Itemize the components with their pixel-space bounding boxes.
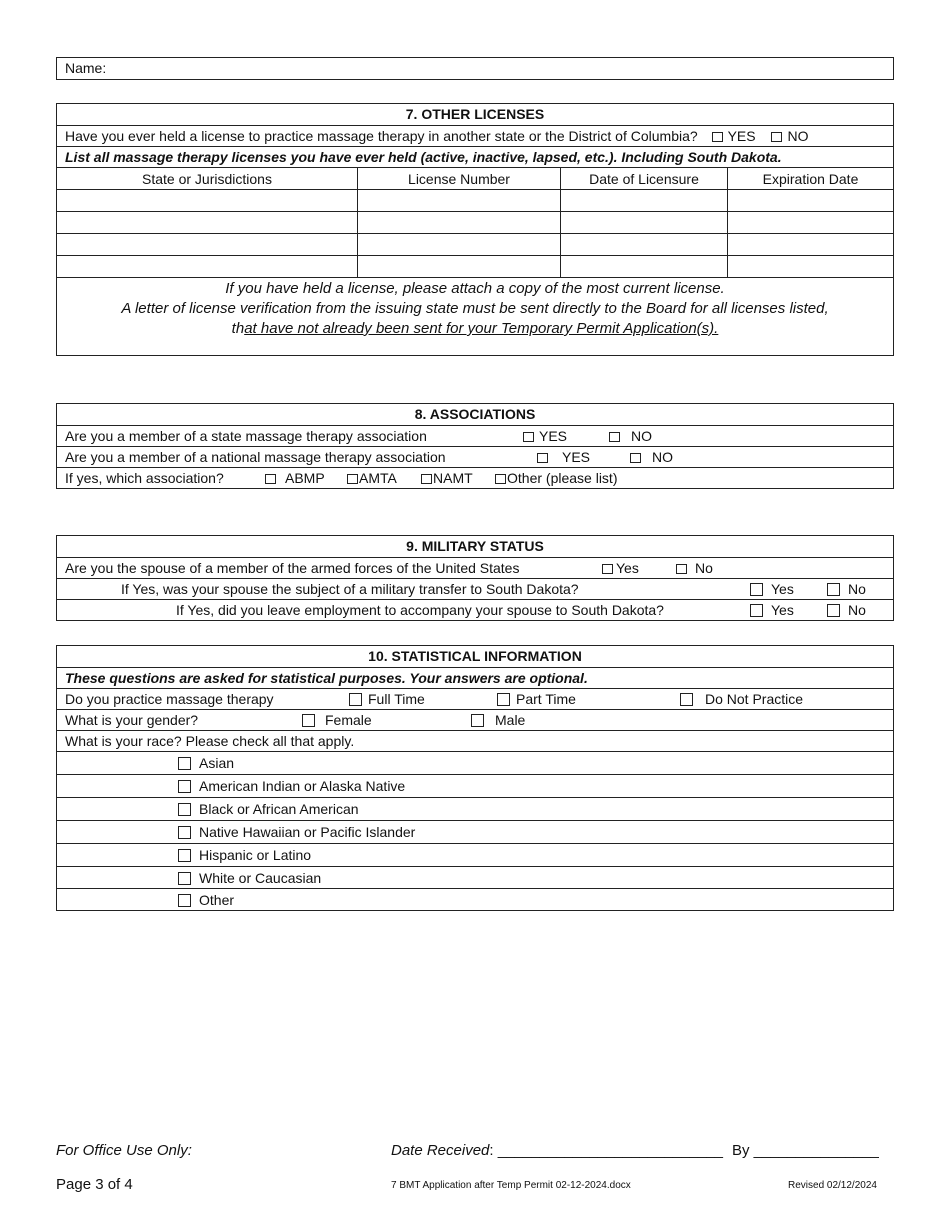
race-black-label: Black or African American (199, 801, 359, 817)
col-license-number: License Number (357, 168, 560, 189)
section-8-title: 8. ASSOCIATIONS (414, 406, 536, 422)
held-license-no-checkbox[interactable] (771, 132, 782, 142)
col-state: State or Jurisdictions (142, 171, 272, 187)
section-associations (56, 403, 894, 489)
do-not-practice-checkbox[interactable] (680, 693, 693, 706)
race-american-indian-label: American Indian or Alaska Native (199, 778, 406, 794)
military-spouse-no-checkbox[interactable] (676, 564, 687, 574)
race-other-label: Other (199, 892, 235, 908)
section-10-title: 10. STATISTICAL INFORMATION (368, 648, 582, 664)
military-transfer-question: If Yes, was your spouse the subject of a military transfer to South Dakota? (121, 581, 579, 597)
race-other-checkbox[interactable] (178, 894, 191, 907)
race-native-hawaiian-label: Native Hawaiian or Pacific Islander (199, 824, 416, 840)
revised-date: Revised 02/12/2024 (788, 1180, 877, 1191)
race-asian-checkbox[interactable] (178, 757, 191, 770)
full-time-label: Full Time (368, 691, 425, 707)
list-item (57, 797, 893, 820)
national-association-no-label: NO (652, 449, 673, 465)
military-spouse-no-label: No (695, 560, 713, 576)
female-label: Female (325, 712, 372, 728)
race-hispanic-checkbox[interactable] (178, 849, 191, 862)
state-association-yes-label: YES (539, 428, 568, 444)
license-number-cell[interactable] (357, 212, 560, 233)
gender-row (57, 709, 893, 730)
section-7-title: 7. OTHER LICENSES (405, 106, 545, 122)
military-spouse-question: Are you the spouse of a member of the armed forces of the United States (65, 560, 520, 576)
state-cell[interactable] (57, 212, 357, 233)
which-association-question: If yes, which association? (65, 470, 224, 486)
left-employment-question: If Yes, did you leave employment to accompany your spouse to South Dakota? (176, 602, 664, 618)
list-item (57, 751, 893, 774)
military-spouse-yes-label: Yes (616, 560, 639, 576)
left-employment-yes-label: Yes (771, 602, 794, 618)
race-black-checkbox[interactable] (178, 803, 191, 816)
held-license-yes-label: YES (727, 128, 756, 144)
col-date-licensure: Date of Licensure (560, 168, 727, 189)
license-note-line-3a: th (231, 320, 245, 337)
military-transfer-no-label: No (848, 581, 866, 597)
section-military-status (56, 535, 894, 621)
list-item (57, 774, 893, 797)
namt-label: NAMT (433, 470, 473, 486)
military-transfer-yes-label: Yes (771, 581, 794, 597)
race-asian-label: Asian (199, 755, 235, 771)
office-use-label: For Office Use Only: (56, 1142, 192, 1159)
license-note-line-3 (57, 319, 893, 339)
license-note-line-2: A letter of license verification from the issuing state must be sent directly to the Board for all licenses listed, (121, 300, 829, 317)
female-checkbox[interactable] (302, 714, 315, 727)
table-row (57, 255, 893, 277)
license-note-line-3b: at have not already been sent for your Temporary Permit Application(s). (244, 320, 719, 337)
statistical-intro: These questions are asked for statistical purposes. Your answers are optional. (57, 667, 893, 688)
license-note (57, 277, 893, 355)
left-employment-no-checkbox[interactable] (827, 604, 840, 617)
amta-checkbox[interactable] (347, 474, 358, 484)
race-question: What is your race? Please check all that apply. (65, 733, 355, 749)
race-hispanic-label: Hispanic or Latino (199, 847, 312, 863)
list-item (57, 866, 893, 888)
part-time-label: Part Time (516, 691, 576, 707)
military-transfer-no-checkbox[interactable] (827, 583, 840, 596)
race-native-hawaiian-checkbox[interactable] (178, 826, 191, 839)
page-number: Page 3 of 4 (56, 1176, 133, 1193)
national-association-row (57, 446, 893, 467)
military-transfer-yes-checkbox[interactable] (750, 583, 763, 596)
namt-checkbox[interactable] (421, 474, 432, 484)
table-row (57, 211, 893, 233)
table-row (57, 233, 893, 255)
abmp-label: ABMP (285, 470, 325, 486)
other-association-checkbox[interactable] (495, 474, 506, 484)
part-time-checkbox[interactable] (497, 693, 510, 706)
held-license-no-label: NO (787, 128, 809, 144)
national-association-yes-label: YES (562, 449, 591, 465)
file-name: 7 BMT Application after Temp Permit 02-12-2024.docx (391, 1180, 631, 1191)
military-spouse-yes-checkbox[interactable] (602, 564, 613, 574)
left-employment-row (57, 599, 893, 620)
list-item (57, 888, 893, 910)
expiration-date-cell[interactable] (727, 234, 893, 255)
held-license-question-row (57, 125, 893, 146)
state-association-yes-checkbox[interactable] (523, 432, 534, 442)
race-american-indian-checkbox[interactable] (178, 780, 191, 793)
national-association-no-checkbox[interactable] (630, 453, 641, 463)
national-association-question: Are you a member of a national massage therapy association (65, 449, 446, 465)
practice-row (57, 688, 893, 709)
license-number-cell[interactable] (357, 234, 560, 255)
male-label: Male (495, 712, 526, 728)
state-cell[interactable] (57, 234, 357, 255)
other-association-label: Other (please list) (507, 470, 618, 486)
license-note-line-1: If you have held a license, please attach a copy of the most current license. (225, 280, 725, 297)
section-statistical-information (56, 645, 894, 911)
table-row (57, 189, 893, 211)
male-checkbox[interactable] (471, 714, 484, 727)
full-time-checkbox[interactable] (349, 693, 362, 706)
date-received-label: Date Received (391, 1142, 490, 1159)
race-white-label: White or Caucasian (199, 870, 322, 886)
race-question-row (57, 730, 893, 751)
date-licensure-cell[interactable] (560, 256, 727, 277)
by-field[interactable]: By _______________ (732, 1142, 879, 1159)
held-license-yes-checkbox[interactable] (712, 132, 723, 142)
race-white-checkbox[interactable] (178, 872, 191, 885)
section-other-licenses (56, 103, 894, 356)
name-box (56, 57, 894, 80)
list-item (57, 820, 893, 843)
practice-question: Do you practice massage therapy (65, 691, 274, 707)
date-licensure-cell[interactable] (560, 212, 727, 233)
name-label: Name: (65, 60, 107, 76)
license-list-instruction: List all massage therapy licenses you have ever held (active, inactive, lapsed, etc.). Including South Dakota. (57, 146, 893, 167)
license-table-header (57, 167, 893, 189)
section-9-title: 9. MILITARY STATUS (406, 538, 544, 554)
held-license-question: Have you ever held a license to practice massage therapy in another state or the District of Columbia? (65, 128, 698, 144)
left-employment-yes-checkbox[interactable] (750, 604, 763, 617)
gender-question: What is your gender? (65, 712, 199, 728)
abmp-checkbox[interactable] (265, 474, 276, 484)
expiration-date-cell[interactable] (727, 212, 893, 233)
national-association-yes-checkbox[interactable] (537, 453, 548, 463)
state-cell[interactable] (57, 190, 357, 211)
left-employment-no-label: No (848, 602, 866, 618)
do-not-practice-label: Do Not Practice (705, 691, 804, 707)
date-licensure-cell[interactable] (560, 190, 727, 211)
date-received (391, 1142, 723, 1159)
license-number-cell[interactable] (357, 256, 560, 277)
military-transfer-row (57, 578, 893, 599)
name-field[interactable] (57, 58, 893, 79)
which-association-row (57, 467, 893, 488)
list-item (57, 843, 893, 866)
state-association-no-checkbox[interactable] (609, 432, 620, 442)
date-licensure-cell[interactable] (560, 234, 727, 255)
state-cell[interactable] (57, 256, 357, 277)
expiration-date-cell[interactable] (727, 190, 893, 211)
col-expiration-date: Expiration Date (727, 168, 893, 189)
military-spouse-row (57, 557, 893, 578)
state-association-no-label: NO (631, 428, 652, 444)
state-association-row (57, 425, 893, 446)
license-number-cell[interactable] (357, 190, 560, 211)
date-received-line[interactable]: : ___________________________ (489, 1142, 723, 1159)
amta-label: AMTA (359, 470, 397, 486)
expiration-date-cell[interactable] (727, 256, 893, 277)
state-association-question: Are you a member of a state massage therapy association (65, 428, 427, 444)
